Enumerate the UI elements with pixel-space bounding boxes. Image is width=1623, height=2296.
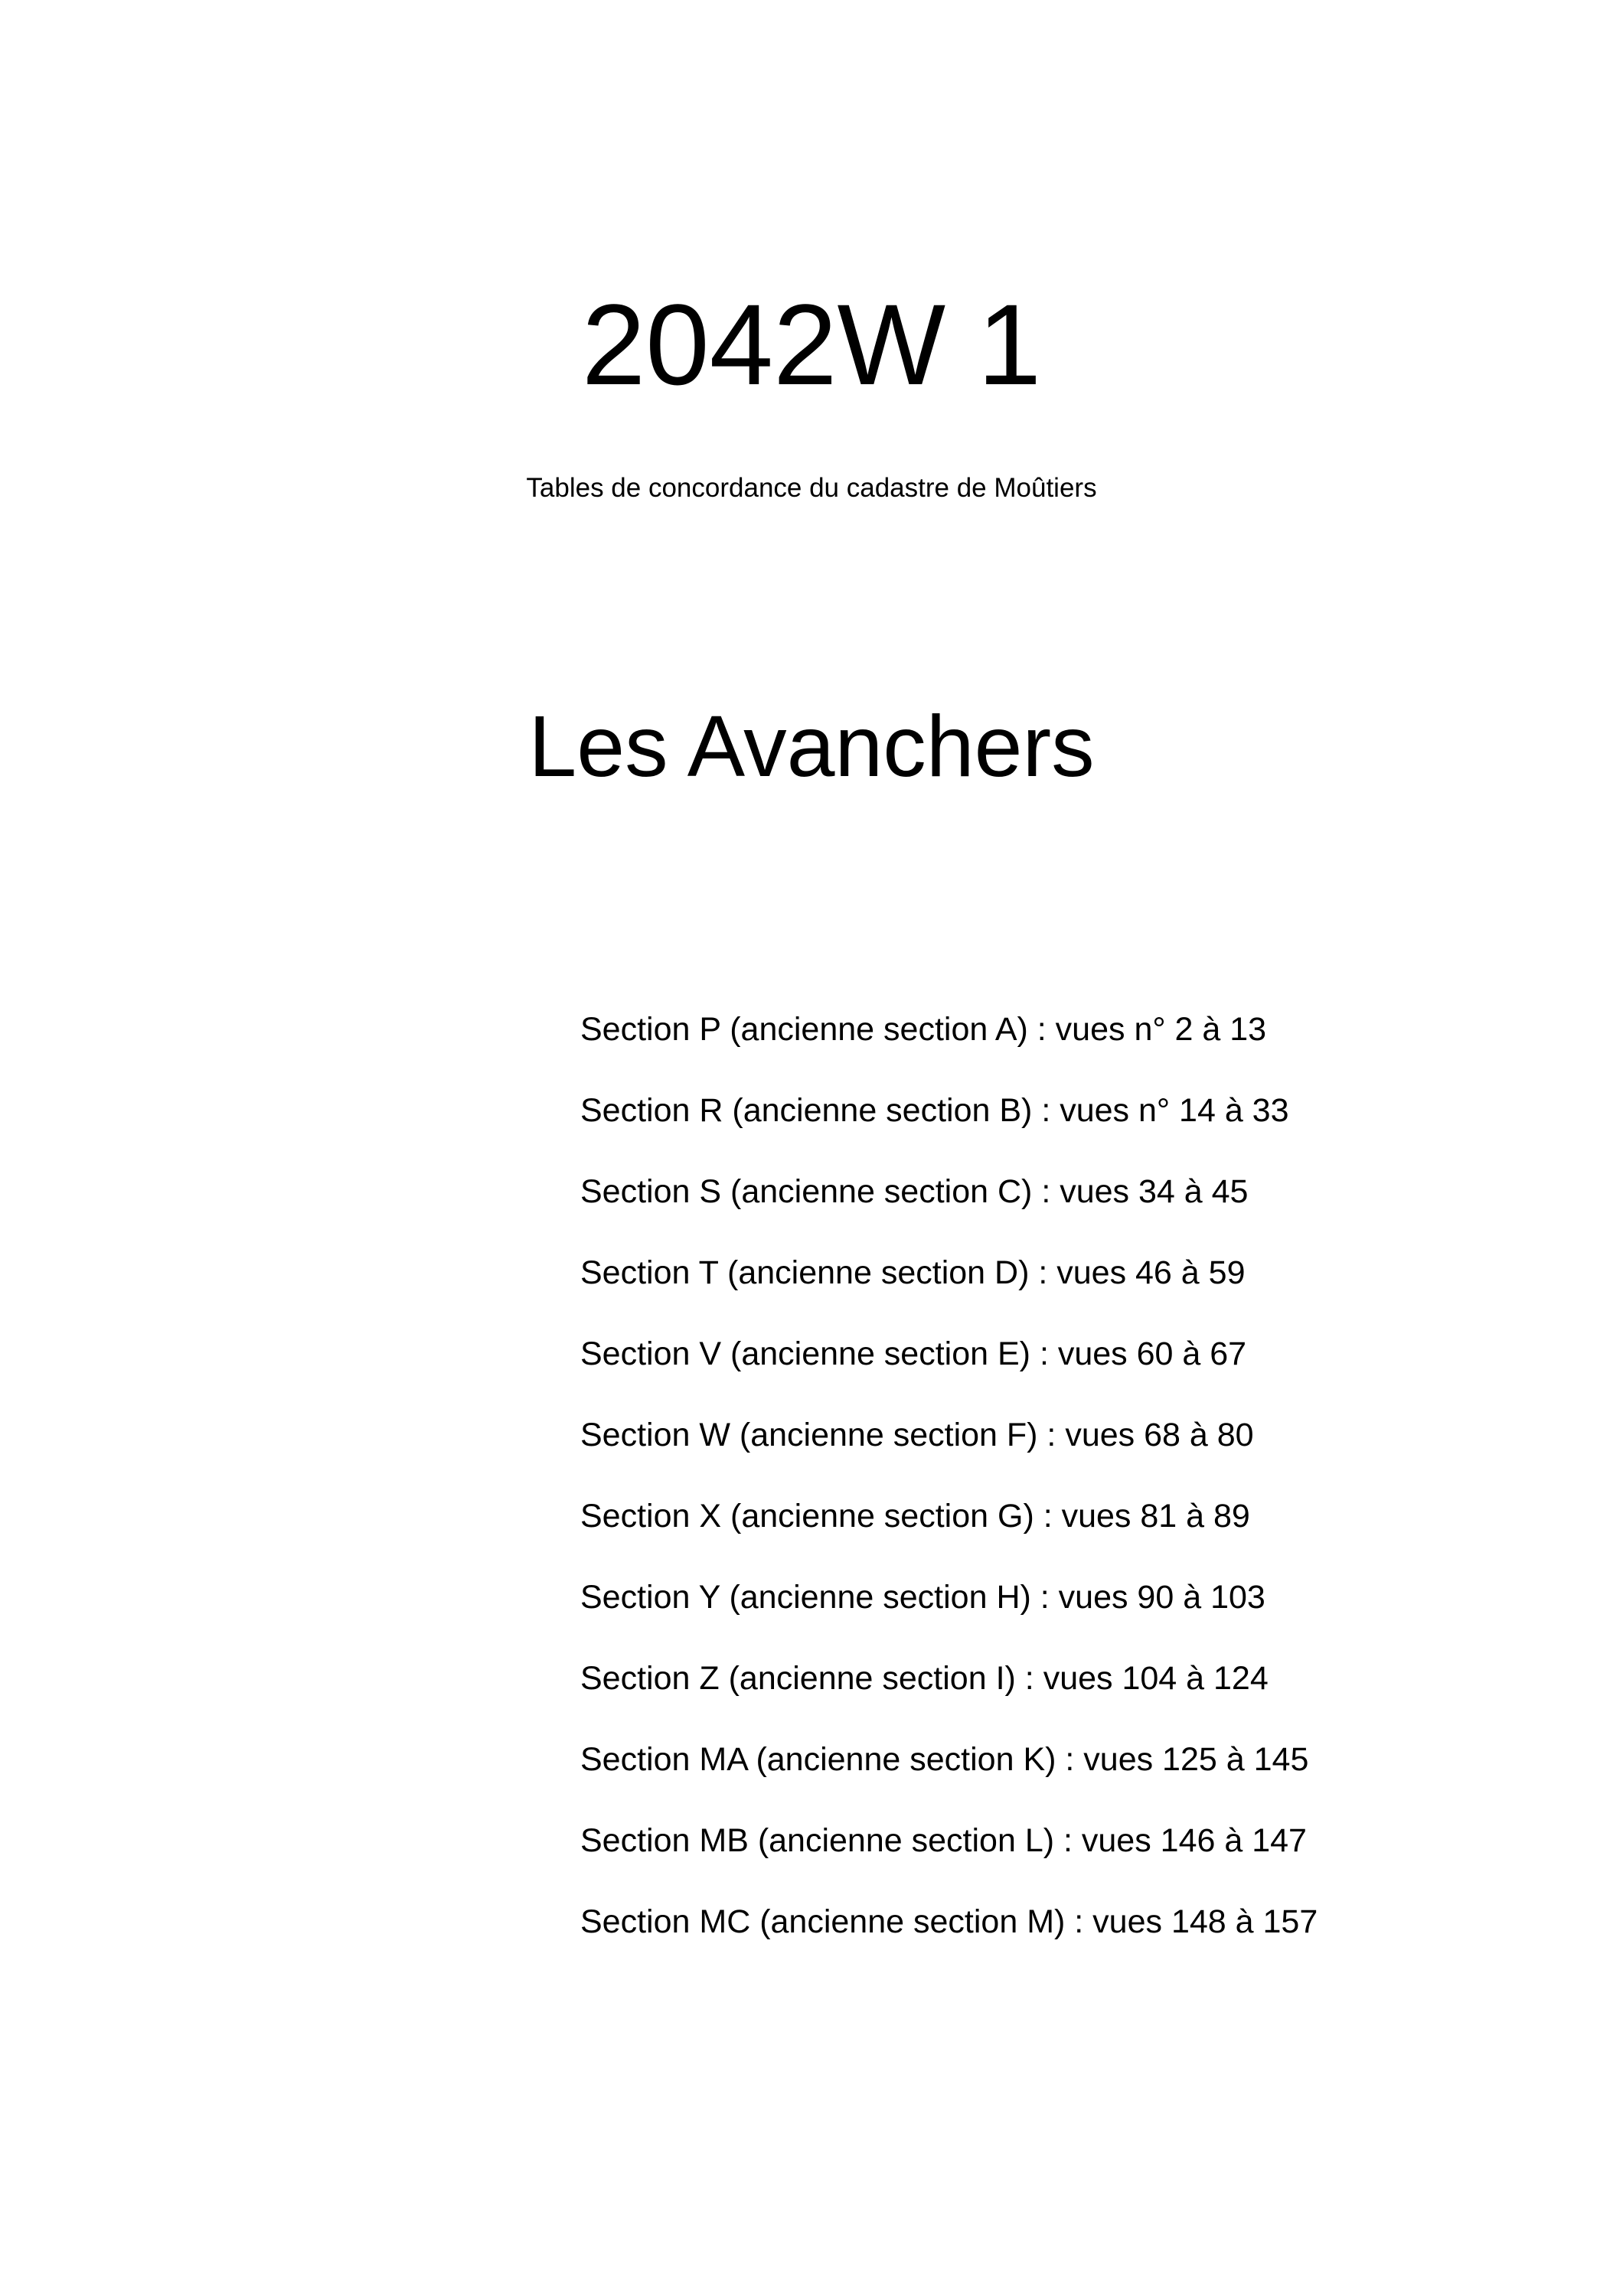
- section-item: Section W (ancienne section F) : vues 68 à 80: [580, 1417, 1254, 1453]
- document-title: 2042W 1: [581, 280, 1042, 409]
- section-item: Section X (ancienne section G) : vues 81 à 89: [580, 1498, 1250, 1534]
- place-name: Les Avanchers: [528, 698, 1095, 794]
- section-list: [580, 1009, 1318, 1982]
- section-item: Section V (ancienne section E) : vues 60 à 67: [580, 1336, 1247, 1372]
- section-item: Section MC (ancienne section M) : vues 148 à 157: [580, 1903, 1318, 1940]
- section-item: Section R (ancienne section B) : vues n° 14 à 33: [580, 1092, 1289, 1129]
- document-subtitle: Tables de concordance du cadastre de Moûtiers: [526, 473, 1097, 503]
- section-item: Section Y (ancienne section H) : vues 90 à 103: [580, 1579, 1265, 1616]
- section-item: Section Z (ancienne section I) : vues 104 à 124: [580, 1660, 1269, 1697]
- section-item: Section MB (ancienne section L) : vues 146 à 147: [580, 1822, 1307, 1859]
- section-item: Section S (ancienne section C) : vues 34 à 45: [580, 1173, 1249, 1210]
- section-item: Section T (ancienne section D) : vues 46 à 59: [580, 1254, 1246, 1291]
- section-item: Section MA (ancienne section K) : vues 125 à 145: [580, 1741, 1309, 1778]
- section-item: Section P (ancienne section A) : vues n° 2 à 13: [580, 1011, 1267, 1048]
